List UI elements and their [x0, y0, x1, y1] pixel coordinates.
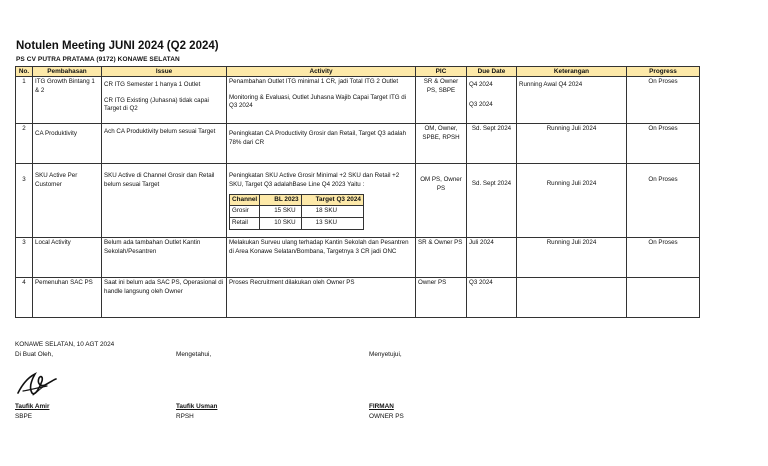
row-progress: On Proses: [627, 164, 700, 238]
row-number: 3: [16, 164, 33, 238]
sku-cell: Retail: [230, 217, 260, 229]
document-subtitle: PS CV PUTRA PRATAMA (9172) KONAWE SELATAN: [16, 56, 180, 63]
row-keterangan: [517, 278, 627, 318]
header-pic: PIC: [416, 67, 467, 77]
table-row: [16, 164, 700, 238]
header-keterangan: Keterangan: [517, 67, 627, 77]
sku-target-table: [229, 194, 364, 229]
row-pembahasan: [33, 164, 102, 238]
acknowledged-label: Mengetahui,: [176, 351, 212, 358]
row-issue: [102, 77, 227, 124]
table-header-row: [16, 67, 700, 77]
approved-label: Menyetujui,: [369, 351, 402, 358]
row-progress: On Proses: [627, 124, 700, 164]
made-by-label: Di Buat Oleh,: [15, 351, 54, 358]
signer-3-name: FIRMAN: [369, 403, 394, 410]
sku-cell: 18 SKU: [301, 205, 363, 217]
row-keterangan: [517, 77, 627, 124]
signer-1-role: SBPE: [15, 413, 33, 420]
row-number: 3: [16, 238, 33, 278]
row-activity: [227, 77, 416, 124]
row-keterangan: Running Juli 2024: [517, 238, 627, 278]
table-row: [16, 278, 700, 318]
issue-text: SKU Active di Channel Grosir dan Retail belum sesuai Target: [104, 172, 215, 189]
row-issue: [102, 124, 227, 164]
row-pic: SR & Owner PS: [416, 238, 467, 278]
activity-line-1: Penambahan Outlet ITG minimal 1 CR, jadi Total ITG 2 Outlet: [229, 78, 399, 86]
sku-cell: 15 SKU: [260, 205, 301, 217]
header-issue: Issue: [102, 67, 227, 77]
row-due-date: Sd. Sept 2024: [467, 124, 517, 164]
issue-line-1: CR ITG Semester 1 hanya 1 Outlet: [104, 81, 201, 89]
header-activity: Activity: [227, 67, 416, 77]
signer-1-name: Taufik Amir: [15, 403, 50, 410]
header-due-date: Due Date: [467, 67, 517, 77]
sku-cell: Grosir: [230, 205, 260, 217]
document-title: Notulen Meeting JUNI 2024 (Q2 2024): [16, 40, 219, 52]
table-row: [16, 124, 700, 164]
header-no: No.: [16, 67, 33, 77]
row-number: 1: [16, 77, 33, 124]
row-pic: SR & Owner PS, SBPE: [416, 77, 467, 124]
row-keterangan: Running Juli 2024: [517, 164, 627, 238]
row-pic: OM, Owner, SPBE, RPSH: [416, 124, 467, 164]
row-issue: Belum ada tambahan Outlet Kantin Sekolah/Pesantren: [102, 238, 227, 278]
issue-text: Ach CA Produktivity belum sesuai Target: [104, 128, 216, 136]
row-due-date: [467, 77, 517, 124]
row-pembahasan: ITG Growth Bintang 1 & 2: [33, 77, 102, 124]
activity-text: Peningkatan SKU Active Grosir Minimal +2 SKU dan Retail +2 SKU, Target Q3 adalahBase Line Q4 2023 Yaitu :: [229, 172, 400, 189]
keterangan-text: Running Awal Q4 2024: [519, 81, 583, 89]
sku-cell: 10 SKU: [260, 217, 301, 229]
due-date-2: Q3 2024: [469, 101, 493, 109]
row-keterangan: Running Juli 2024: [517, 124, 627, 164]
row-due-date: Juli 2024: [467, 238, 517, 278]
row-progress: [627, 278, 700, 318]
row-due-date: Sd. Sept 2024: [467, 164, 517, 238]
row-progress: On Proses: [627, 77, 700, 124]
row-due-date: Q3 2024: [467, 278, 517, 318]
pembahasan-text: CA Produktivity: [35, 130, 77, 138]
pembahasan-text: SKU Active Per Customer: [35, 172, 78, 189]
row-pembahasan: Local Activity: [33, 238, 102, 278]
row-activity: [227, 164, 416, 238]
row-number: 4: [16, 278, 33, 318]
signature-image: [15, 369, 61, 399]
row-issue: Saat ini belum ada SAC PS, Operasional di handle langsung oleh Owner: [102, 278, 227, 318]
issue-line-2: CR ITG Existing (Juhasna) tidak capai Target di Q2: [104, 96, 209, 112]
signer-3-role: OWNER PS: [369, 413, 404, 420]
activity-text: Peningkatan CA Productivity Grosir dan Retail, Target Q3 adalah 78% dari CR: [229, 130, 407, 147]
signer-2-role: RPSH: [176, 413, 194, 420]
row-activity: [227, 124, 416, 164]
activity-line-2: Monitoring & Evaluasi, Outlet Juhasna Wajib Capai Target ITG di Q3 2024: [229, 93, 407, 109]
signer-2-name: Taufik Usman: [176, 403, 218, 410]
place-date: KONAWE SELATAN, 10 AGT 2024: [15, 341, 115, 348]
table-row: [16, 238, 700, 278]
row-activity: Proses Recruitment dilakukan oleh Owner PS: [227, 278, 416, 318]
sku-cell: 13 SKU: [301, 217, 363, 229]
row-pembahasan: Pemenuhan SAC PS: [33, 278, 102, 318]
table-row: [16, 77, 700, 124]
row-pic: OM PS, Owner PS: [416, 164, 467, 238]
due-date-1: Q4 2024: [469, 81, 493, 89]
header-pembahasan: Pembahasan: [33, 67, 102, 77]
meeting-notes-table: [15, 66, 700, 318]
sku-header-bl: BL 2023: [260, 195, 301, 205]
row-pembahasan: [33, 124, 102, 164]
header-progress: Progress: [627, 67, 700, 77]
row-progress: On Proses: [627, 238, 700, 278]
sku-header-target: Target Q3 2024: [301, 195, 363, 205]
row-number: 2: [16, 124, 33, 164]
row-activity: Melakukan Surveu ulang terhadap Kantin Sekolah dan Pesantren di Area Konawe Selatan/Bombana, Targetnya 3 CR jadi ONC: [227, 238, 416, 278]
row-pic: Owner PS: [416, 278, 467, 318]
row-issue: [102, 164, 227, 238]
sku-header-channel: Channel: [230, 195, 260, 205]
